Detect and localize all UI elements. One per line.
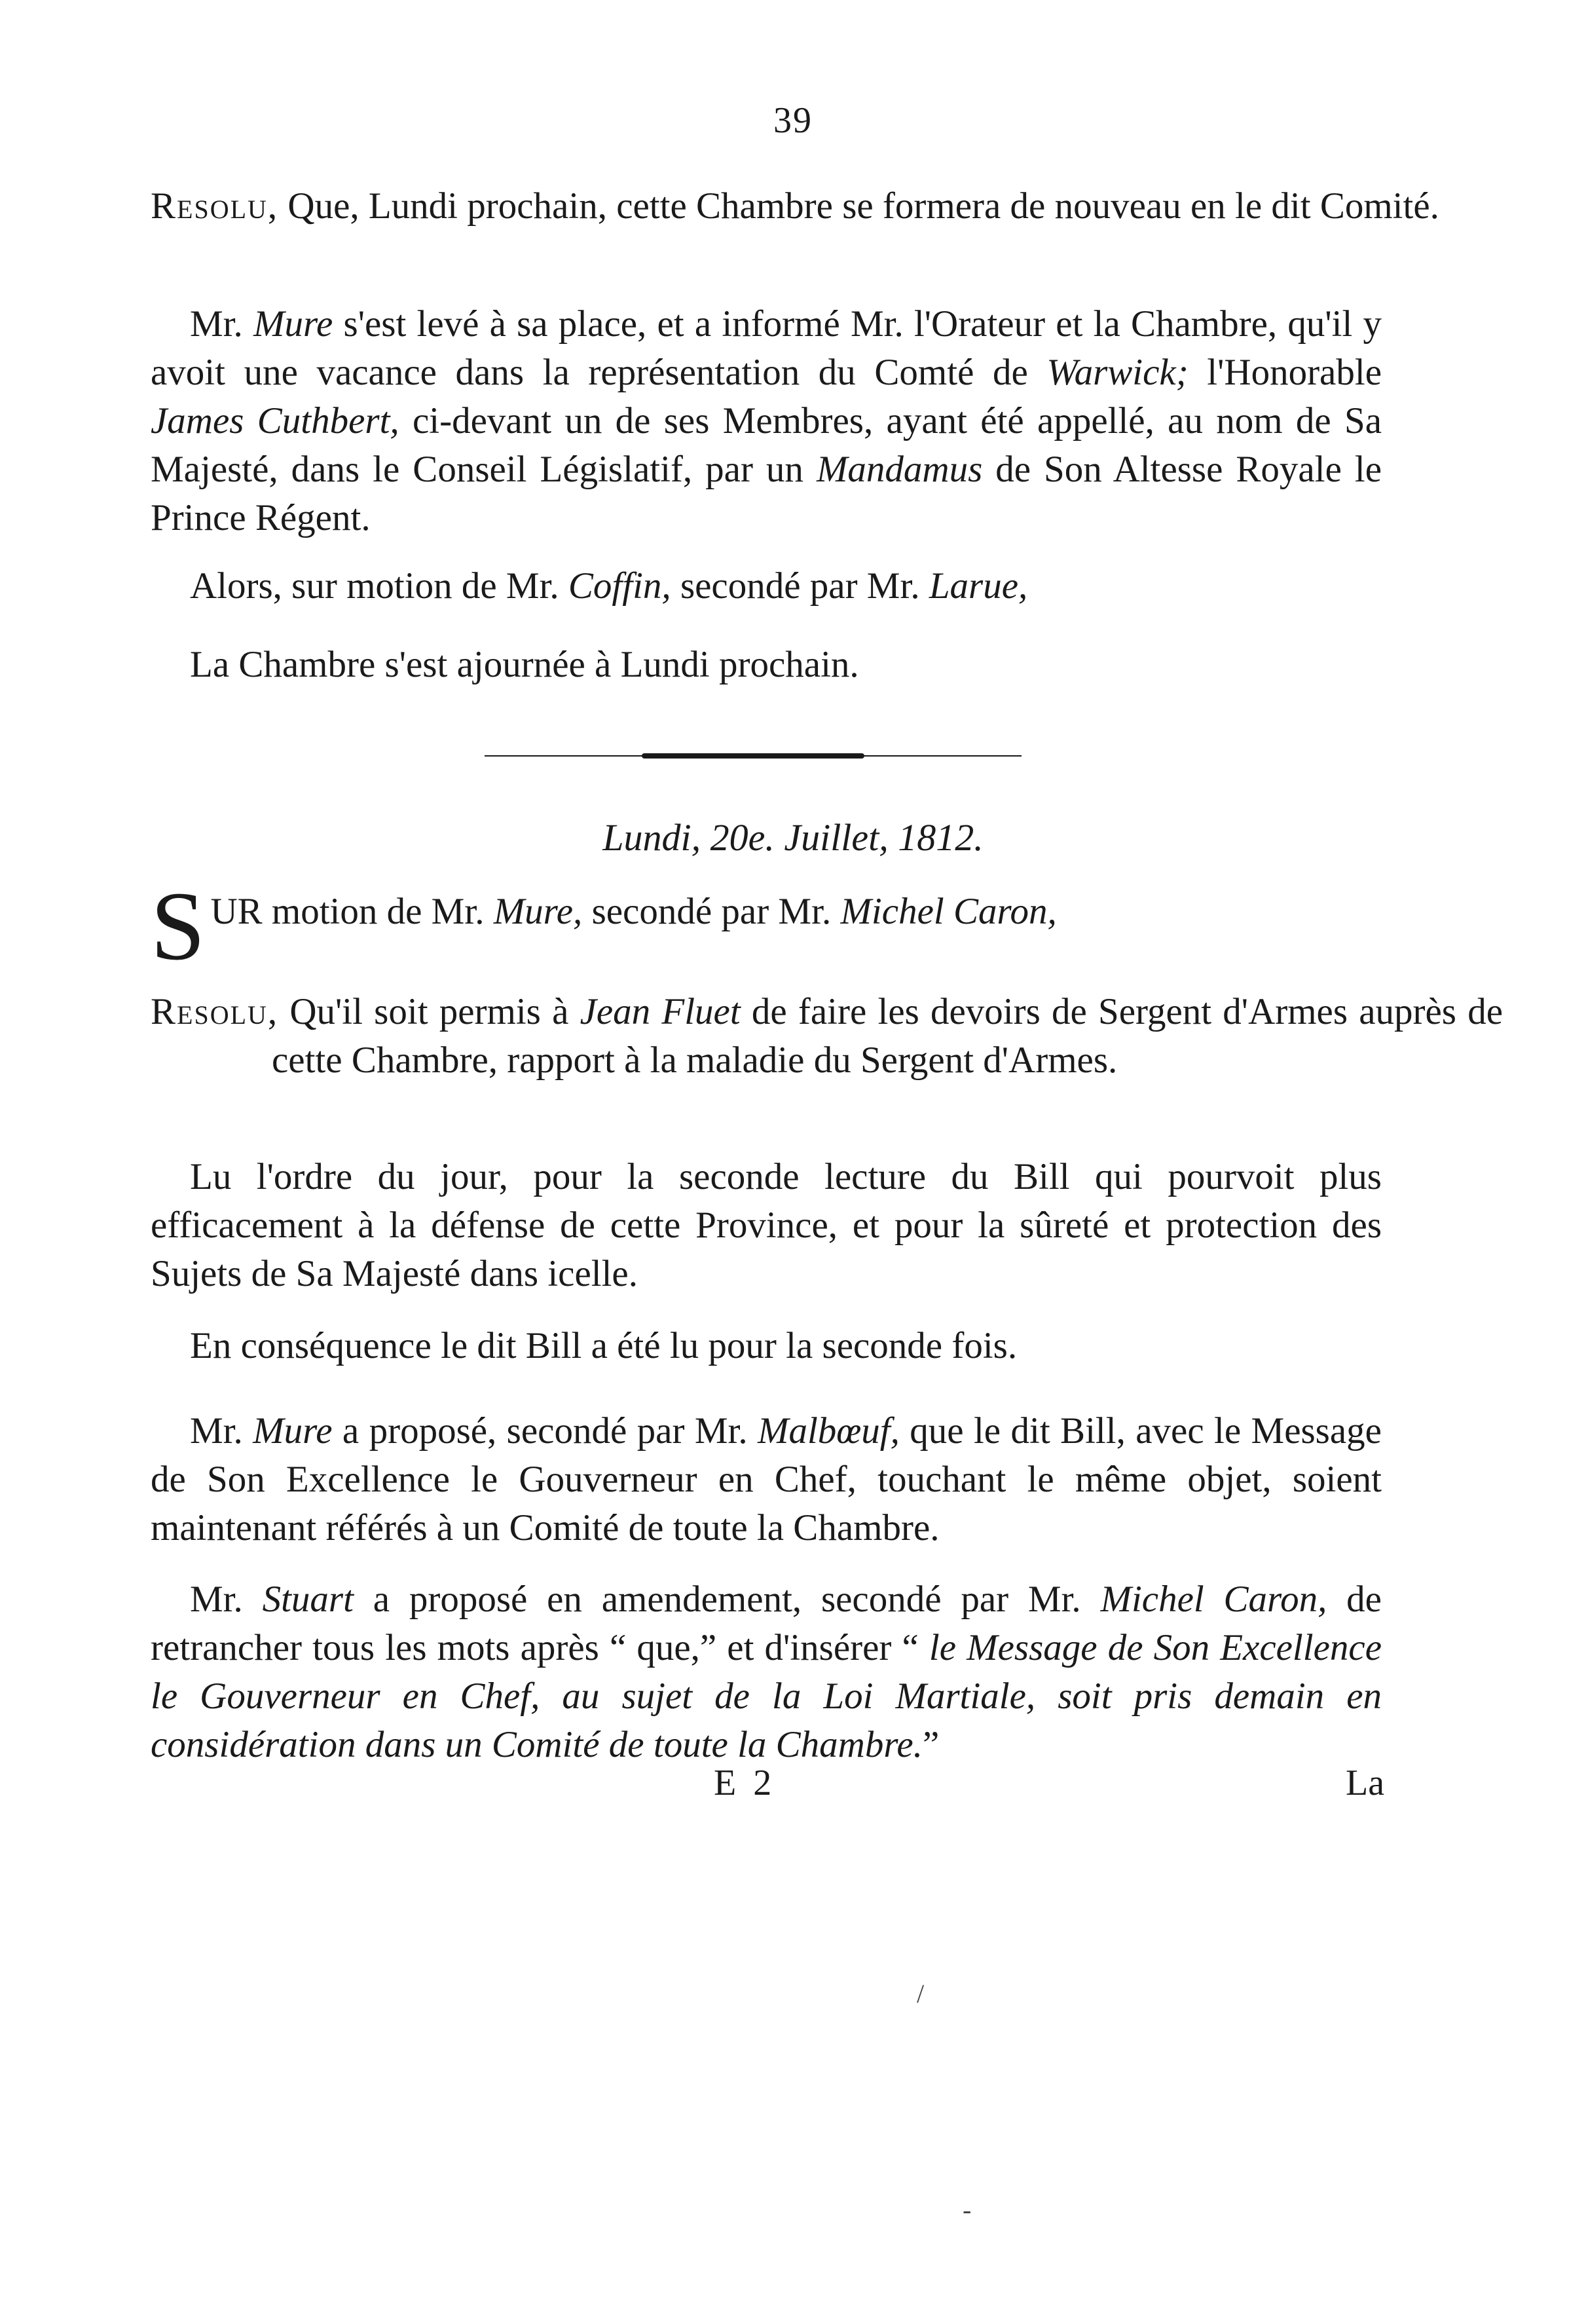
name-larue: Larue, [929, 565, 1028, 607]
resolution-paragraph-1 [151, 182, 1503, 231]
paragraph-stuart-amendment [151, 1575, 1382, 1769]
section-divider-rule [485, 753, 1022, 759]
text-run: secondé par Mr. [582, 891, 841, 932]
text-run: de retrancher tous les mots après “ que,” et d'insérer “ [151, 1579, 1382, 1668]
name-mure: Mure [253, 1410, 333, 1452]
name-michel-caron: Michel Caron, [840, 891, 1057, 932]
text-run: Qu'il soit permis à [289, 991, 580, 1032]
text-run: secondé par Mr. [671, 565, 929, 607]
print-speck: / [917, 1979, 925, 2008]
text-run: ci-devant un de ses Membres, ayant été appellé, au nom de Sa Majesté, dans le Conseil Législatif, par un [151, 400, 1382, 490]
paragraph-motion-coffin [151, 562, 1382, 610]
text-run: a proposé en amendement, secondé par Mr. [353, 1579, 1101, 1620]
text-run: a proposé, secondé par Mr. [332, 1410, 758, 1452]
signature-mark: E 2 [714, 1763, 776, 1803]
text-run: Alors, sur motion de Mr. [190, 565, 568, 607]
resolution-paragraph-2 [151, 988, 1503, 1085]
rule-swell [642, 753, 864, 759]
catchword: La [1346, 1763, 1385, 1803]
name-mure: Mure [253, 303, 333, 345]
name-mure: Mure, [493, 891, 583, 932]
name-warwick: Warwick; [1046, 352, 1189, 393]
paragraph-vacancy [151, 300, 1382, 542]
text-run: Mr. [190, 303, 253, 345]
text-run: Lu l'ordre du jour, pour la seconde lecture du Bill qui pourvoit plus efficacement à la défense de cette Province, et pour la sûreté et protection des Sujets de Sa Majesté dans icelle. [151, 1156, 1382, 1294]
resolu-label: Resolu, [151, 991, 279, 1032]
paragraph-sur-motion [151, 872, 1382, 981]
text-run: En conséquence le dit Bill a été lu pour la seconde fois. [190, 1325, 1018, 1366]
amendment-quote: le Message de Son Excellence le Gouverneur en Chef, au sujet de la Loi Martiale, soit pris demain en considération dans un Comité de toute la Chambre. [151, 1627, 1382, 1765]
paragraph-second-reading [151, 1322, 1382, 1370]
text-run: s'est levé à sa place, et a informé Mr. l'Orateur et la Chambre, qu'il y avoit une vacance dans la représentation du Comté de [151, 303, 1382, 393]
name-malboeuf: Malbœuf, [757, 1410, 900, 1452]
text-run: de faire les devoirs de Sergent d'Armes auprès de cette Chambre, rapport à la maladie du Sergent d'Armes. [272, 991, 1503, 1081]
name-jean-fluet: Jean Fluet [580, 991, 741, 1032]
name-james-cuthbert: James Cuthbert, [151, 400, 399, 441]
text-run: Mr. [190, 1579, 263, 1620]
resolution-text: Que, Lundi prochain, cette Chambre se formera de nouveau en le dit Comité. [287, 185, 1439, 227]
text-run: ” [922, 1724, 940, 1765]
paragraph-order-of-day [151, 1153, 1382, 1298]
name-coffin: Coffin, [568, 565, 671, 607]
name-michel-caron: Michel Caron, [1100, 1579, 1327, 1620]
page-number: 39 [773, 100, 813, 141]
paragraph-mure-proposal [151, 1407, 1382, 1552]
date-heading: Lundi, 20e. Juillet, 1812. [602, 816, 984, 859]
text-run: que le dit Bill, avec le Message de Son Excellence le Gouverneur en Chef, touchant le même objet, soient maintenant référés à un Comité de toute la Chambre. [151, 1410, 1382, 1548]
print-speck: - [963, 2195, 972, 2224]
text-run: Mr. [190, 1410, 253, 1452]
resolu-label: Resolu, [151, 185, 279, 227]
text-run: La Chambre s'est ajournée à Lundi prochain. [190, 644, 859, 685]
paragraph-adjourned [151, 641, 1382, 689]
name-stuart: Stuart [262, 1579, 354, 1620]
text-run: de Son Altesse Royale le Prince Régent. [151, 449, 1382, 538]
text-run: UR motion de Mr. [210, 891, 494, 932]
term-mandamus: Mandamus [816, 449, 983, 490]
drop-cap: S [151, 872, 206, 981]
text-run: l'Honorable [1188, 352, 1382, 393]
